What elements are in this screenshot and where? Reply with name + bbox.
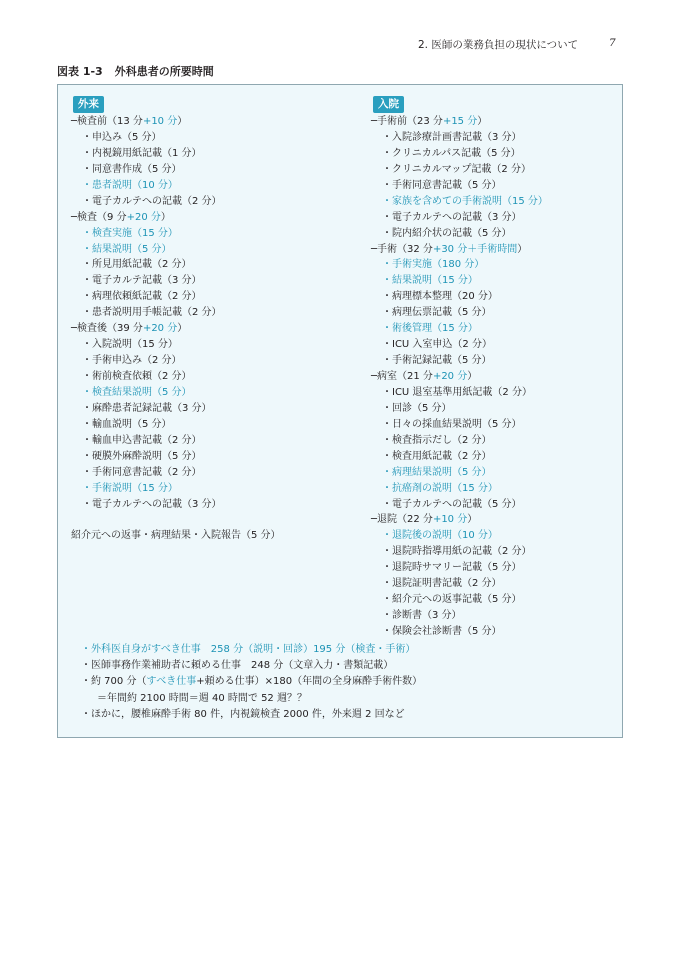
task-item: ・麻酔患者記録記載（3 分） [82, 402, 212, 414]
category-text: 検査前（13 分 [77, 116, 143, 127]
figure-number: 図表 1-3 [57, 65, 103, 78]
task-item: ・抗癌剤の説明（15 分） [382, 482, 498, 494]
category-extra: +15 分 [442, 116, 478, 127]
figure-caption [57, 63, 214, 79]
category-heading [371, 369, 621, 385]
note-highlight: すべき仕事 [146, 676, 197, 688]
task-item: ・電子カルテへの記載（5 分） [382, 498, 522, 510]
task-item: ・入院診療計画書記載（3 分） [382, 131, 522, 143]
figure-title: 外科患者の所要時間 [114, 65, 214, 78]
category-extra: +20 分 [142, 323, 178, 335]
outpatient-list [71, 114, 361, 544]
task-item: ・退院時サマリー記載（5 分） [382, 562, 522, 574]
category-extra: +10 分 [142, 116, 178, 127]
inpatient-list [371, 114, 621, 640]
category-heading [71, 321, 361, 337]
task-item: ・電子カルテへの記載（3 分） [382, 211, 522, 223]
dash-marker: ─ [371, 514, 378, 526]
category-text: 検査後（39 分 [77, 323, 143, 335]
note-line: ・外科医自身がすべき仕事 258 分（説明・回診）195 分（検査・手術） [81, 644, 416, 655]
task-item: ・保険会社診断書（5 分） [382, 626, 502, 637]
task-item: ・結果説明（5 分） [82, 243, 172, 255]
task-item: ・ICU 退室基準用紙記載（2 分） [382, 386, 532, 398]
spacer [71, 512, 361, 528]
category-end: ） [177, 116, 188, 127]
dash-marker: ─ [371, 243, 378, 255]
task-item: ・手術実施（180 分） [382, 259, 485, 271]
task-item: ・病理伝票記載（5 分） [382, 307, 492, 319]
note-text: ・約 700 分（ [81, 676, 147, 688]
category-end: ） [477, 116, 488, 127]
task-item: ・硬膜外麻酔説明（5 分） [82, 450, 202, 462]
category-text: 検査（9 分 [77, 211, 127, 223]
task-item: ・家族を含めての手術説明（15 分） [382, 195, 548, 207]
outpatient-column [71, 96, 361, 544]
task-item: ・紹介元への返事記載（5 分） [382, 594, 522, 606]
task-item: ・手術同意書記載（5 分） [382, 179, 502, 191]
category-heading [71, 210, 361, 226]
task-item: ・検査結果説明（5 分） [82, 386, 192, 398]
note-text: +頼める仕事）×180（年間の全身麻酔手術件数） [196, 676, 423, 688]
task-item: ・輸血申込書記載（2 分） [82, 434, 202, 446]
category-end: ） [160, 211, 171, 223]
category-end: ） [177, 323, 188, 335]
plain-line: 紹介元への返事・病理結果・入院報告（5 分） [71, 530, 281, 542]
summary-notes [81, 642, 422, 723]
dash-marker: ─ [71, 323, 78, 335]
task-item: ・申込み（5 分） [82, 131, 162, 143]
category-extra: +10 分 [432, 514, 468, 526]
category-text: 手術前（23 分 [377, 116, 443, 127]
task-item: ・退院後の説明（10 分） [382, 530, 498, 542]
task-item: ・病理依頼紙記載（2 分） [82, 291, 202, 303]
task-item: ・診断書（3 分） [382, 610, 462, 622]
running-header [0, 37, 680, 53]
task-item: ・手術申込み（2 分） [82, 355, 182, 367]
dash-marker: ─ [71, 211, 78, 223]
category-heading [371, 114, 621, 130]
task-item: ・退院証明書記載（2 分） [382, 578, 502, 590]
category-end: ） [467, 514, 478, 526]
task-item: ・電子カルテへの記載（2 分） [82, 195, 222, 207]
task-item: ・電子カルテへの記載（3 分） [82, 498, 222, 510]
task-item: ・ICU 入室申込（2 分） [382, 339, 492, 351]
task-item: ・院内紹介状の記載（5 分） [382, 227, 512, 239]
category-extra: +20 分 [126, 211, 161, 223]
category-end: ） [467, 371, 478, 382]
category-end: ） [517, 243, 528, 255]
task-item: ・入院説明（15 分） [82, 339, 178, 351]
task-item: ・手術説明（15 分） [82, 482, 178, 494]
task-item: ・クリニカルパス記載（5 分） [382, 147, 521, 159]
task-item: ・検査指示だし（2 分） [382, 434, 492, 446]
task-item: ・退院時指導用紙の記載（2 分） [382, 546, 532, 558]
category-extra: +20 分 [432, 371, 468, 382]
task-item: ・輸血説明（5 分） [82, 418, 172, 430]
note-line [81, 674, 422, 690]
inpatient-badge-row [371, 96, 621, 114]
task-item: ・クリニカルマップ記載（2 分） [382, 163, 531, 175]
task-item: ・内視鏡用紙記載（1 分） [82, 147, 202, 159]
note-line: ＝年間約 2100 時間＝週 40 時間で 52 週？？ [97, 692, 307, 704]
task-item: ・病理標本整理（20 分） [382, 291, 498, 303]
task-item: ・手術同意書記載（2 分） [82, 466, 202, 478]
task-item: ・電子カルテ記載（3 分） [82, 275, 202, 287]
inpatient-badge: 入院 [373, 96, 404, 113]
task-item: ・同意書作成（5 分） [82, 163, 182, 175]
dash-marker: ─ [371, 116, 378, 127]
task-item: ・所見用紙記載（2 分） [82, 259, 192, 271]
task-item: ・患者説明（10 分） [82, 179, 178, 191]
category-extra: +30 分＋手術時間 [432, 243, 518, 255]
section-title: 2. 医師の業務負担の現状について [418, 39, 579, 51]
task-item: ・病理結果説明（5 分） [382, 466, 492, 478]
outpatient-badge: 外来 [73, 96, 104, 113]
category-text: 手術（32 分 [377, 243, 433, 255]
note-line: ・医師事務作業補助者に頼める仕事 248 分（文章入力・書類記載） [81, 660, 394, 672]
task-item: ・検査用紙記載（2 分） [382, 450, 492, 462]
page-number: 7 [609, 37, 616, 49]
task-item: ・術後管理（15 分） [382, 323, 478, 335]
dash-marker: ─ [371, 371, 378, 382]
task-item: ・回診（5 分） [382, 402, 452, 414]
note-line: ・ほかに，腰椎麻酔手術 80 件，内視鏡検査 2000 件，外来週 2 回など [81, 708, 405, 720]
category-heading [71, 114, 361, 130]
task-item: ・検査実施（15 分） [82, 227, 178, 239]
task-item: ・術前検査依頼（2 分） [82, 371, 192, 382]
category-text: 退院（22 分 [377, 514, 433, 526]
figure-box [57, 84, 623, 738]
category-text: 病室（21 分 [377, 371, 433, 382]
outpatient-badge-row [71, 96, 361, 114]
category-heading [371, 242, 621, 258]
inpatient-column [371, 96, 621, 640]
task-item: ・結果説明（15 分） [382, 275, 478, 287]
dash-marker: ─ [71, 116, 78, 127]
category-heading [371, 512, 621, 528]
task-item: ・日々の採血結果説明（5 分） [382, 418, 522, 430]
task-item: ・手術記録記載（5 分） [382, 355, 492, 367]
task-item: ・患者説明用手帳記載（2 分） [82, 307, 222, 319]
